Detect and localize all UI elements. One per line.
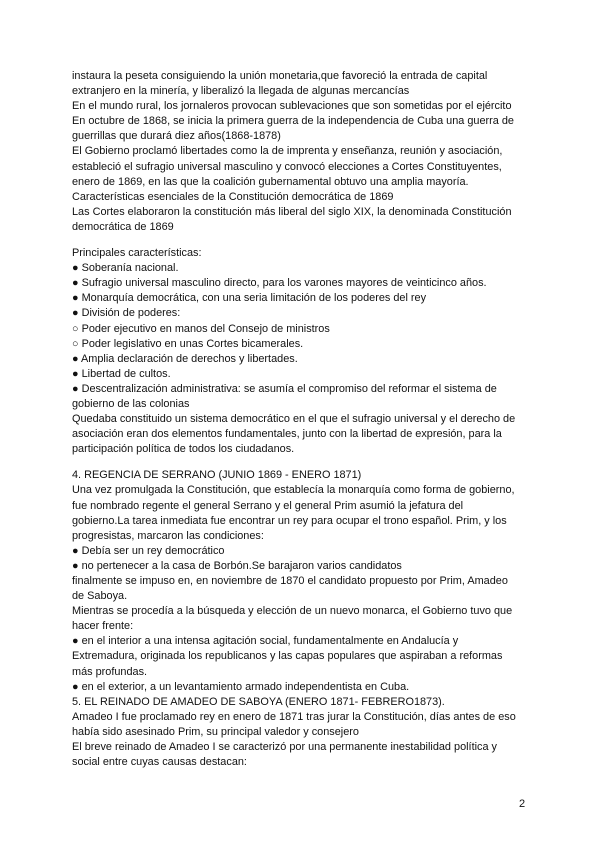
text-line: más profundas. <box>72 665 148 678</box>
text-line: democrática de 1869 <box>72 220 174 233</box>
text-line: En octubre de 1868, se inicia la primera guerra de la independencia de Cuba una guerra de <box>72 115 514 128</box>
text-line: El Gobierno proclamó libertades como la de imprenta y enseñanza, reunión y asociación, <box>72 145 503 158</box>
text-line: hacer frente: <box>72 620 134 633</box>
blank-line <box>72 457 534 468</box>
text-line: Mientras se procedía a la búsqueda y elección de un nuevo monarca, el Gobierno tuvo que <box>72 605 513 618</box>
sub-list-item: ○ Poder legislativo en unas Cortes bicamerales. <box>72 337 304 350</box>
text-line: extranjero en la minería, y liberalizó la llegada de algunas mercancías <box>72 85 410 98</box>
text-line: estableció el sufragio universal masculino y convocó elecciones a Cortes Constituyentes, <box>72 160 502 173</box>
section-heading: 5. EL REINADO DE AMADEO DE SABOYA (ENERO 1871- FEBRERO1873). <box>72 695 445 708</box>
sub-list-item: ○ Poder ejecutivo en manos del Consejo de ministros <box>72 322 330 335</box>
text-line: de Saboya. <box>72 590 128 603</box>
list-item: ● Sufragio universal masculino directo, para los varones mayores de veinticinco años. <box>72 277 487 290</box>
text-line: Las Cortes elaboraron la constitución más liberal del siglo XIX, la denominada Constitución <box>72 205 512 218</box>
document-body <box>72 69 534 770</box>
text-line: gobierno de las colonias <box>72 397 190 410</box>
text-line: Amadeo I fue proclamado rey en enero de 1871 tras jurar la Constitución, días antes de eso <box>72 710 516 723</box>
list-heading: Principales características: <box>72 247 202 260</box>
text-line: Extremadura, originada los republicanos y las capas populares que aspiraban a reformas <box>72 650 503 663</box>
text-line: social entre cuyas causas destacan: <box>72 756 247 769</box>
text-line: Características esenciales de la Constitución democrática de 1869 <box>72 190 394 203</box>
list-item: ● no pertenecer a la casa de Borbón.Se barajaron varios candidatos <box>72 559 402 572</box>
list-item: ● Debía ser un rey democrático <box>72 544 225 557</box>
page-number: 2 <box>519 798 526 810</box>
text-line: gobierno.La tarea inmediata fue encontrar un rey para ocupar el trono español. Prim, y los <box>72 514 507 527</box>
text-line: asociación eran dos elementos fundamentales, junto con la libertad de expresión, para la <box>72 428 502 441</box>
text-line: había sido asesinado Prim, su principal valedor y consejero <box>72 725 359 738</box>
text-line: En el mundo rural, los jornaleros provocan sublevaciones que son sometidas por el ejército <box>72 100 512 113</box>
text-line: finalmente se impuso en, en noviembre de 1870 el candidato propuesto por Prim, Amadeo <box>72 575 508 587</box>
list-item: ● Soberanía nacional. <box>72 262 179 275</box>
list-item: ● en el interior a una intensa agitación social, fundamentalmente en Andalucía y <box>72 635 459 648</box>
list-item: ● Amplia declaración de derechos y libertades. <box>72 352 298 365</box>
text-line: enero de 1869, en las que la coalición gubernamental obtuvo una amplia mayoría. <box>72 175 469 188</box>
section-heading: 4. REGENCIA DE SERRANO (JUNIO 1869 - ENERO 1871) <box>72 469 362 482</box>
blank-line <box>72 235 534 246</box>
text-line: Una vez promulgada la Constitución, que establecía la monarquía como forma de gobierno, <box>72 484 515 497</box>
list-item: ● Monarquía democrática, con una seria limitación de los poderes del rey <box>72 292 427 305</box>
text-line: El breve reinado de Amadeo I se caracterizó por una permanente inestabilidad política y <box>72 741 497 754</box>
text-line: guerrillas que durará diez años(1868-1878) <box>72 130 281 143</box>
list-item: ● Libertad de cultos. <box>72 367 171 380</box>
list-item: ● División de poderes: <box>72 307 181 320</box>
text-line: participación política de todos los ciudadanos. <box>72 443 295 456</box>
text-line: instaura la peseta consiguiendo la unión monetaria,que favoreció la entrada de capital <box>72 70 488 82</box>
text-line: fue nombrado regente el general Serrano y el general Prim asumió la jefatura del <box>72 499 464 512</box>
list-item: ● Descentralización administrativa: se asumía el compromiso del reformar el sistema de <box>72 382 497 395</box>
list-item: ● en el exterior, a un levantamiento armado independentista en Cuba. <box>72 680 410 693</box>
text-line: progresistas, marcaron las condiciones: <box>72 529 264 542</box>
text-line: Quedaba constituido un sistema democrático en el que el sufragio universal y el derecho de <box>72 413 516 426</box>
